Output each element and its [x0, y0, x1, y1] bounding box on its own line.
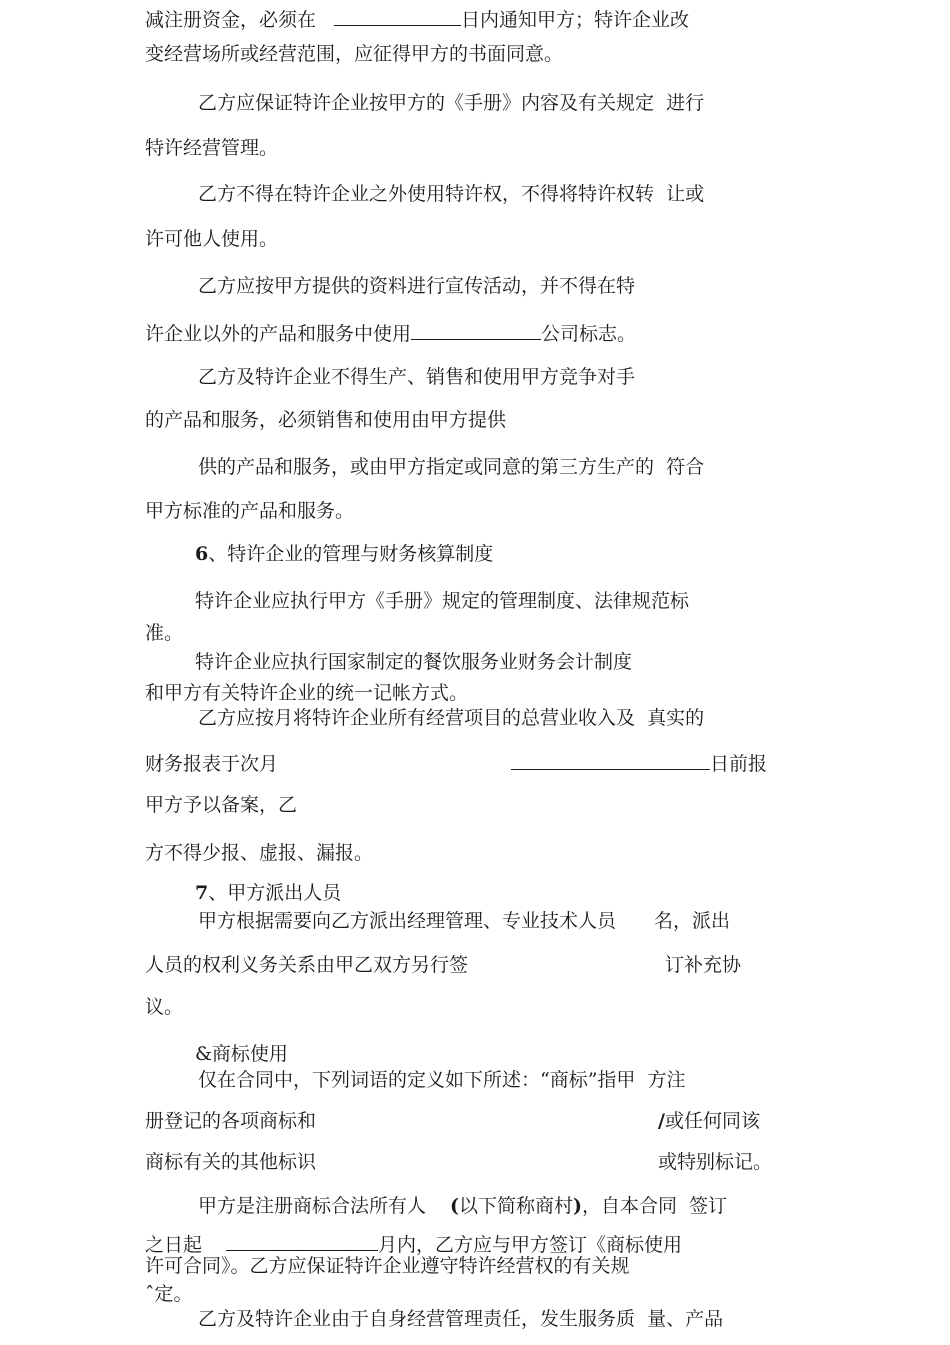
text-line: [198, 1197, 727, 1216]
section-title: 、特许企业的管理与财务核算制度: [208, 543, 494, 565]
text-line: 供的产品和服务，或由甲方指定或同意的第三方生产的 符合: [198, 456, 705, 478]
text-line: 准。: [145, 622, 184, 644]
text-line: 乙方应按甲方提供的资料进行宣传活动，并不得在特: [198, 275, 636, 297]
text-line: [145, 1232, 682, 1255]
text-line: [145, 1153, 772, 1172]
text-line: ˆ定。: [145, 1283, 193, 1305]
text-line: 议。: [145, 996, 184, 1018]
text-segment: 财务报表于次月: [145, 753, 279, 775]
text-line: 特许企业应执行甲方《手册》规定的管理制度、法律规范标: [195, 590, 690, 612]
text-line: [145, 956, 741, 975]
text-line: 乙方不得在特许企业之外使用特许权，不得将特许权转 让或: [198, 183, 705, 205]
text-segment: 许企业以外的产品和服务中使用: [145, 323, 412, 345]
text-line: 特许企业应执行国家制定的餐饮服务业财务会计制度: [195, 651, 633, 673]
text-line: 乙方应保证特许企业按甲方的《手册》内容及有关规定 进行: [198, 92, 705, 114]
text-segment: 公司标志。: [541, 323, 637, 345]
text-line: 和甲方有关特许企业的统一记帐方式。: [145, 682, 469, 704]
section-heading-7: [195, 884, 341, 903]
slash-mark: /: [658, 1110, 665, 1132]
text-segment: 或任何同该: [664, 1110, 760, 1132]
text-line: 方不得少报、虚报、漏报。: [145, 842, 374, 864]
text-line: 特许经营管理。: [145, 137, 279, 159]
text-line: 甲方标准的产品和服务。: [145, 500, 355, 522]
paren-close: ): [573, 1195, 583, 1217]
section-title: 、甲方派出人员: [208, 882, 342, 904]
text-segment: 之日起: [145, 1234, 203, 1256]
text-line: 乙方应按月将特许企业所有经营项目的总营业收入及 真实的: [198, 707, 705, 729]
text-line: [145, 1112, 760, 1131]
section-number: 7: [195, 882, 209, 904]
text-segment: 日前报: [710, 753, 768, 775]
text-line: 甲方予以备案，乙: [145, 794, 298, 816]
text-segment: ，自本合同 签订: [582, 1195, 728, 1217]
text-line: [145, 751, 767, 774]
section-number: 6: [195, 543, 209, 565]
text-line: 的产品和服务，必须销售和使用由甲方提供: [145, 409, 507, 431]
text-segment: 商标有关的其他标识: [145, 1151, 317, 1173]
text-segment: 名，派出: [654, 910, 731, 932]
text-line: [198, 912, 730, 931]
text-segment: 月内，乙方应与甲方签订《商标使用: [378, 1234, 683, 1256]
text-line: 乙方及特许企业不得生产、销售和使用甲方竞争对手: [198, 366, 636, 388]
text-segment: 减注册资金，必须在: [145, 9, 317, 31]
text-line: 许可合同》。乙方应保证特许企业遵守特许经营权的有关规: [145, 1255, 630, 1277]
paren-open: (: [450, 1195, 460, 1217]
section-heading-8: &商标使用: [195, 1043, 288, 1065]
text-segment: 日内通知甲方；特许企业改: [461, 9, 690, 31]
text-line: 变经营场所或经营范围，应征得甲方的书面同意。: [145, 43, 564, 65]
text-line: [145, 7, 689, 30]
text-segment: 甲方根据需要向乙方派出经理管理、专业技术人员: [198, 910, 617, 932]
text-line: 许可他人使用。: [145, 228, 279, 250]
fill-blank: [511, 751, 710, 770]
fill-blank: [334, 7, 461, 26]
text-line: 乙方及特许企业由于自身经营管理责任，发生服务质 量、产品: [198, 1308, 724, 1330]
fill-blank: [411, 321, 541, 340]
text-segment: 订补充协: [665, 954, 742, 976]
text-segment: 或特别标记。: [658, 1151, 773, 1173]
text-segment: 册登记的各项商标和: [145, 1110, 317, 1132]
text-line: [145, 321, 636, 344]
text-line: 仅在合同中，下列词语的定义如下所述：“商标”指甲 方注: [198, 1069, 686, 1091]
fill-blank: [226, 1232, 378, 1251]
section-heading-6: [195, 545, 493, 564]
text-segment: 以下简称商村: [459, 1195, 574, 1217]
text-segment: 人员的权利义务关系由甲乙双方另行签: [145, 954, 469, 976]
text-segment: 甲方是注册商标合法所有人: [198, 1195, 427, 1217]
